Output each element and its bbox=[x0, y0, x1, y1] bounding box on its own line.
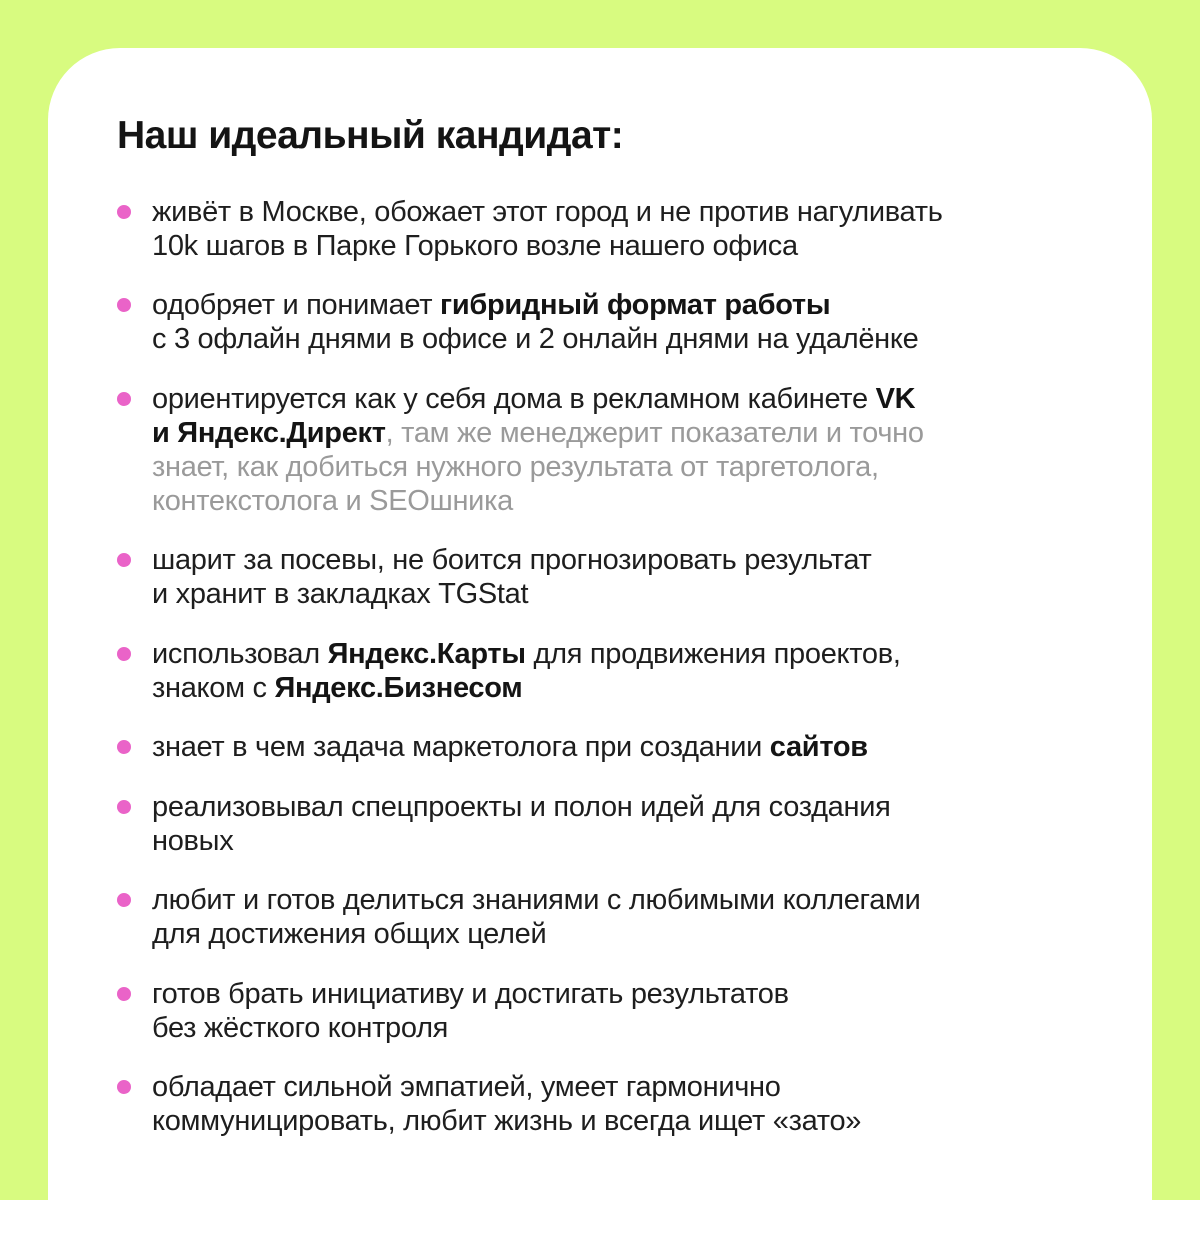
list-item-text bbox=[152, 790, 1097, 858]
plain-text: шарит за посевы, не боится прогнозировать результат bbox=[152, 544, 872, 576]
list-item-text bbox=[152, 543, 1097, 611]
plain-text: обладает сильной эмпатией, умеет гармонично bbox=[152, 1071, 781, 1103]
emphasis-text: VK bbox=[875, 383, 916, 415]
text-line bbox=[152, 416, 1097, 450]
bullet-dot-icon bbox=[117, 1080, 131, 1094]
text-line bbox=[152, 288, 1097, 322]
muted-text: там же менеджерит показатели и точно bbox=[401, 417, 924, 449]
emphasis-text: Яндекс.Бизнесом bbox=[274, 672, 523, 704]
text-line bbox=[152, 637, 1097, 671]
text-line bbox=[152, 790, 1097, 824]
plain-text: использовал bbox=[152, 638, 328, 670]
text-line bbox=[152, 450, 1097, 484]
muted-text: , bbox=[385, 417, 402, 449]
text-line bbox=[152, 671, 1097, 705]
plain-text: реализовывал спецпроекты и полон идей для создания bbox=[152, 791, 891, 823]
muted-text: знает, как добиться нужного результата от таргетолога, bbox=[152, 451, 879, 483]
bullet-dot-icon bbox=[117, 893, 131, 907]
text-line bbox=[152, 195, 1097, 229]
text-line bbox=[152, 229, 1097, 263]
emphasis-text: гибридный формат работы bbox=[440, 289, 831, 321]
plain-text: ориентируется как у себя дома в рекламном кабинете bbox=[152, 383, 876, 415]
list-item-text bbox=[152, 730, 1097, 764]
plain-text: любит и готов делиться знаниями с любимыми коллегами bbox=[152, 884, 921, 916]
emphasis-text: и Яндекс.Директ bbox=[152, 417, 386, 449]
plain-text: готов брать инициативу и достигать результатов bbox=[152, 978, 789, 1010]
plain-text: без жёсткого контроля bbox=[152, 1012, 449, 1044]
text-line bbox=[152, 883, 1097, 917]
plain-text: с 3 офлайн днями в офисе и 2 онлайн днями на удалёнке bbox=[152, 323, 919, 355]
bullet-dot-icon bbox=[117, 647, 131, 661]
plain-text: новых bbox=[152, 825, 234, 857]
text-line bbox=[152, 382, 1097, 416]
text-line bbox=[152, 577, 1097, 611]
plain-text: знаком с bbox=[152, 672, 275, 704]
text-line bbox=[152, 484, 1097, 518]
list-item-text bbox=[152, 288, 1097, 356]
plain-text: для продвижения проектов, bbox=[525, 638, 901, 670]
emphasis-text: Яндекс.Карты bbox=[327, 638, 526, 670]
plain-text: одобряет и понимает bbox=[152, 289, 441, 321]
text-line bbox=[152, 1104, 1097, 1138]
list-item-text bbox=[152, 637, 1097, 705]
plain-text: коммуницировать, любит жизнь и всегда ищет «зато» bbox=[152, 1105, 862, 1137]
muted-text: контекстолога и SEOшника bbox=[152, 485, 513, 517]
list-item-text bbox=[152, 382, 1097, 518]
text-line bbox=[152, 543, 1097, 577]
list-item-text bbox=[152, 977, 1097, 1045]
text-line bbox=[152, 1070, 1097, 1104]
bullet-dot-icon bbox=[117, 987, 131, 1001]
bullet-dot-icon bbox=[117, 298, 131, 312]
bullet-dot-icon bbox=[117, 392, 131, 406]
plain-text: и хранит в закладках TGStat bbox=[152, 578, 529, 610]
bullet-dot-icon bbox=[117, 800, 131, 814]
list-item-text bbox=[152, 883, 1097, 951]
plain-text: для достижения общих целей bbox=[152, 918, 547, 950]
plain-text: 10k шагов в Парке Горького возле нашего офиса bbox=[152, 230, 798, 262]
list-item-text bbox=[152, 195, 1097, 263]
text-line bbox=[152, 322, 1097, 356]
bullet-dot-icon bbox=[117, 205, 131, 219]
text-line bbox=[152, 917, 1097, 951]
page-title: Наш идеальный кандидат: bbox=[117, 114, 624, 157]
text-line bbox=[152, 977, 1097, 1011]
bullet-dot-icon bbox=[117, 553, 131, 567]
plain-text: живёт в Москве, обожает этот город и не против нагуливать bbox=[152, 196, 943, 228]
text-line bbox=[152, 1011, 1097, 1045]
plain-text: знает в чем задача маркетолога при создании bbox=[152, 731, 770, 763]
text-line bbox=[152, 824, 1097, 858]
text-line bbox=[152, 730, 1097, 764]
list-item-text bbox=[152, 1070, 1097, 1138]
emphasis-text: сайтов bbox=[769, 731, 868, 763]
bullet-dot-icon bbox=[117, 740, 131, 754]
